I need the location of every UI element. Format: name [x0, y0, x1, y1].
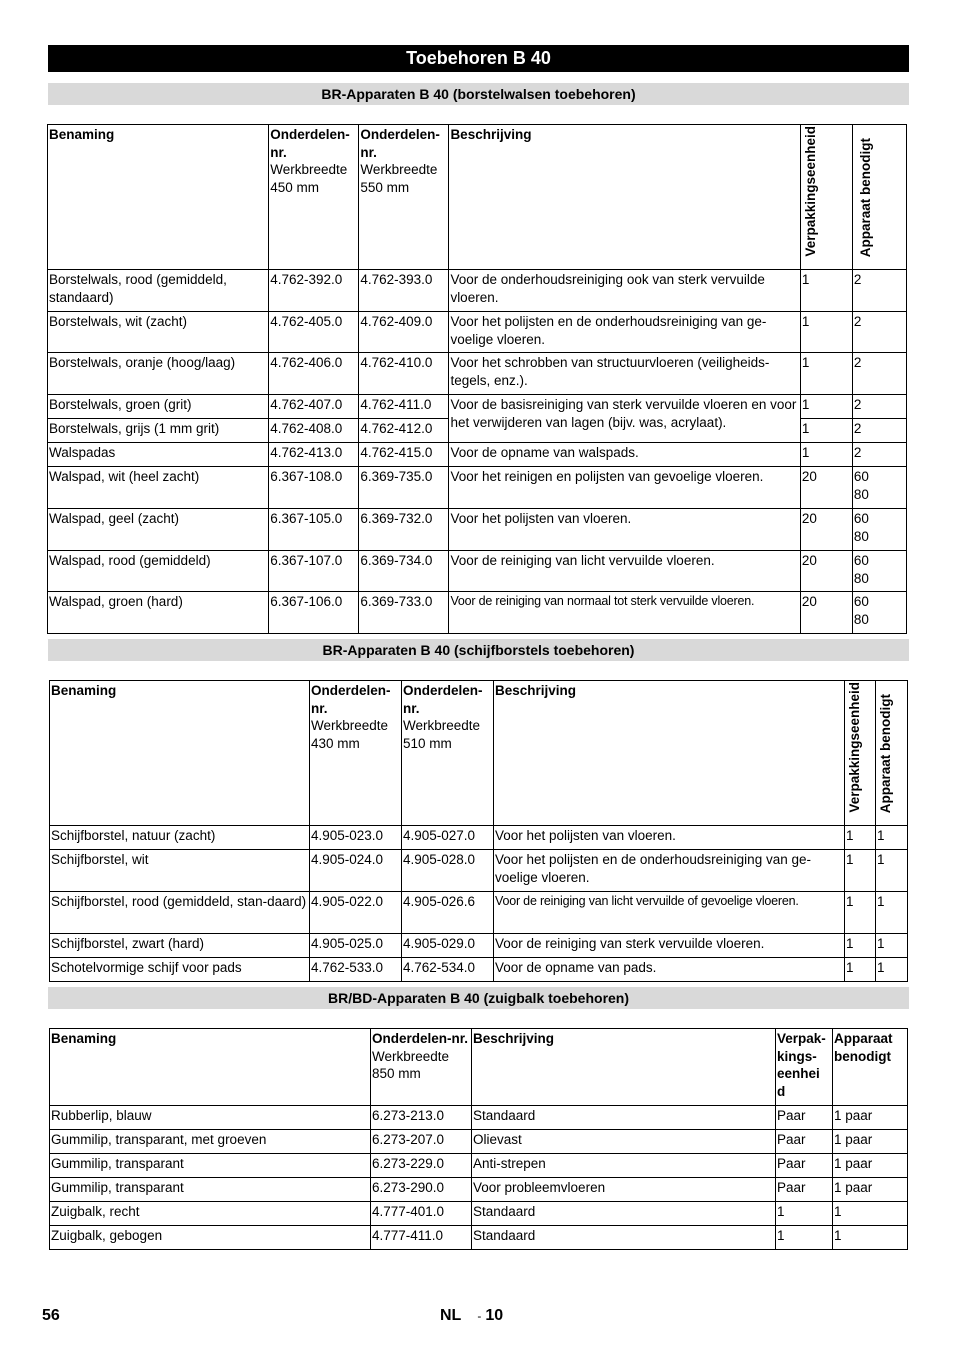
col-header-part-b: Onderdelen-nr. Werkbreedte 510 mm	[402, 681, 494, 826]
table-cell: Standaard	[472, 1202, 776, 1226]
table-cell: 6.273-229.0	[371, 1154, 472, 1178]
table-cell: 6.367-107.0	[269, 551, 359, 592]
table-cell: Borstelwals, wit (zacht)	[48, 312, 269, 353]
table-schijfborstels	[49, 680, 908, 982]
table-cell: 6.367-108.0	[269, 467, 359, 509]
table-cell: 1	[776, 1202, 833, 1226]
col-header-required: Apparaat benodigt	[876, 681, 908, 826]
table-cell: 4.905-024.0	[310, 850, 402, 892]
table-row	[50, 1106, 908, 1130]
table-cell: 4.762-393.0	[359, 270, 449, 312]
table-cell: Olievast	[472, 1130, 776, 1154]
table-cell: 4.905-022.0	[310, 892, 402, 934]
table-cell: Schijfborstel, rood (gemiddeld, stan-daard)	[50, 892, 310, 934]
col-header-packaging: Verpak-kings-eenhei d	[776, 1029, 833, 1106]
table-cell: 4.905-025.0	[310, 934, 402, 958]
table-row	[48, 395, 907, 419]
table-cell: 1	[876, 958, 908, 982]
table-row	[50, 892, 908, 934]
table-cell: 60 80	[852, 551, 906, 592]
table-cell: 2	[852, 395, 906, 419]
table-header-row	[48, 125, 907, 270]
table-cell: 1	[833, 1202, 908, 1226]
table-row	[48, 551, 907, 592]
table-cell: Voor de onderhoudsreiniging ook van sterk vervuilde vloeren.	[449, 270, 800, 312]
table-cell: 2	[852, 270, 906, 312]
table-cell: 6.273-290.0	[371, 1178, 472, 1202]
table-cell: 2	[852, 353, 906, 395]
table-cell: 60 80	[852, 467, 906, 509]
table-cell: Voor het polijsten van vloeren.	[449, 509, 800, 551]
table-borstelwalsen	[47, 124, 907, 634]
table-row	[48, 443, 907, 467]
table-cell: 4.762-411.0	[359, 395, 449, 419]
table-cell: 20	[800, 592, 852, 634]
section-heading-schijfborstels: BR-Apparaten B 40 (schijfborstels toebehoren)	[48, 639, 909, 661]
table-cell: Rubberlip, blauw	[50, 1106, 371, 1130]
col-header-part-a: Onderdelen-nr. Werkbreedte 430 mm	[310, 681, 402, 826]
table-zuigbalk	[49, 1028, 908, 1250]
table-cell: 1	[845, 892, 876, 934]
table-cell: 1	[800, 270, 852, 312]
table-row	[50, 850, 908, 892]
col-header-packaging: Verpakkingseenheid	[845, 681, 876, 826]
table-cell: 4.777-411.0	[371, 1226, 472, 1250]
table-cell: 20	[800, 551, 852, 592]
table-cell: 4.762-407.0	[269, 395, 359, 419]
table-cell: Walspad, rood (gemiddeld)	[48, 551, 269, 592]
table-cell: 1 paar	[833, 1130, 908, 1154]
table-row	[48, 509, 907, 551]
col-header-packaging: Verpakkingseenheid	[800, 125, 852, 270]
table-row	[48, 312, 907, 353]
table-header-row	[50, 681, 908, 826]
table-cell: 4.762-409.0	[359, 312, 449, 353]
table-cell: Voor het polijsten en de onderhoudsreiniging van ge-voelige vloeren.	[449, 312, 800, 353]
footer-lang-code	[440, 1307, 503, 1325]
table-row	[48, 353, 907, 395]
table-cell: 1	[876, 934, 908, 958]
table-cell: 1 paar	[833, 1106, 908, 1130]
table-cell: 6.369-735.0	[359, 467, 449, 509]
table-cell: Voor de opname van pads.	[494, 958, 845, 982]
table-cell: Borstelwals, oranje (hoog/laag)	[48, 353, 269, 395]
table-cell: Paar	[776, 1130, 833, 1154]
table-row	[48, 467, 907, 509]
table-cell: 4.905-027.0	[402, 826, 494, 850]
table-cell: Voor het polijsten van vloeren.	[494, 826, 845, 850]
col-header-required: Apparaat benodigt	[833, 1029, 908, 1106]
table-cell: Gummilip, transparant, met groeven	[50, 1130, 371, 1154]
section-heading-borstelwalsen: BR-Apparaten B 40 (borstelwalsen toebehoren)	[48, 83, 909, 105]
col-header-description: Beschrijving	[449, 125, 800, 270]
table-cell: 2	[852, 419, 906, 443]
table-cell: 6.369-732.0	[359, 509, 449, 551]
footer-sub-page: 10	[485, 1307, 504, 1324]
table-cell: 4.762-392.0	[269, 270, 359, 312]
table-cell: Voor de basisreiniging van sterk vervuilde vloeren en voor het verwijderen van lagen (bijv. was, acrylaat).	[449, 395, 800, 443]
table-cell: 60 80	[852, 592, 906, 634]
table-cell: Voor de reiniging van normaal tot sterk vervuilde vloeren.	[449, 592, 800, 634]
table-cell: 1	[845, 934, 876, 958]
table-row	[50, 958, 908, 982]
table-row	[50, 934, 908, 958]
table-cell: 1	[800, 353, 852, 395]
table-cell: Voor het reinigen en polijsten van gevoelige vloeren.	[449, 467, 800, 509]
table-cell: 4.762-408.0	[269, 419, 359, 443]
table-row	[48, 592, 907, 634]
table-cell: Paar	[776, 1154, 833, 1178]
table-cell: 1	[876, 850, 908, 892]
table-cell: 1	[845, 826, 876, 850]
table-cell: 1	[800, 419, 852, 443]
table-cell: 1	[800, 443, 852, 467]
table-cell: 6.273-213.0	[371, 1106, 472, 1130]
table-row	[50, 1202, 908, 1226]
table-row	[50, 1178, 908, 1202]
table-row	[50, 826, 908, 850]
table-cell: 4.905-028.0	[402, 850, 494, 892]
table-cell: 4.905-023.0	[310, 826, 402, 850]
table-cell: 1 paar	[833, 1178, 908, 1202]
table-cell: Borstelwals, groen (grit)	[48, 395, 269, 419]
table-cell: Walspad, wit (heel zacht)	[48, 467, 269, 509]
table-cell: Gummilip, transparant	[50, 1154, 371, 1178]
col-header-part-a: Onderdelen-nr. Werkbreedte 450 mm	[269, 125, 359, 270]
table-cell: 4.762-534.0	[402, 958, 494, 982]
table-row	[48, 270, 907, 312]
section-heading-zuigbalk: BR/BD-Apparaten B 40 (zuigbalk toebehoren)	[48, 987, 909, 1009]
table-header-row	[50, 1029, 908, 1106]
table-cell: Borstelwals, grijs (1 mm grit)	[48, 419, 269, 443]
table-cell: Voor de reiniging van licht vervuilde of gevoelige vloeren.	[494, 892, 845, 934]
table-row	[50, 1154, 908, 1178]
table-cell: 6.273-207.0	[371, 1130, 472, 1154]
table-cell: 4.762-410.0	[359, 353, 449, 395]
table-cell: 1	[845, 958, 876, 982]
table-cell: 1	[876, 826, 908, 850]
col-header-name: Benaming	[50, 1029, 371, 1106]
table-cell: 4.905-026.6	[402, 892, 494, 934]
table-cell: Zuigbalk, gebogen	[50, 1226, 371, 1250]
table-cell: Voor het polijsten en de onderhoudsreiniging van ge-voelige vloeren.	[494, 850, 845, 892]
table-cell: 1	[800, 312, 852, 353]
table-row	[50, 1130, 908, 1154]
table-cell: Walspad, groen (hard)	[48, 592, 269, 634]
table-cell: Standaard	[472, 1106, 776, 1130]
table-cell: Voor de reiniging van sterk vervuilde vloeren.	[494, 934, 845, 958]
table-cell: Gummilip, transparant	[50, 1178, 371, 1202]
page-number: 56	[42, 1307, 60, 1324]
col-header-required: Apparaat benodigt	[852, 125, 906, 270]
page-title: Toebehoren B 40	[48, 45, 909, 72]
table-cell: Voor de reiniging van licht vervuilde vloeren.	[449, 551, 800, 592]
col-header-description: Beschrijving	[494, 681, 845, 826]
table-cell: 4.905-029.0	[402, 934, 494, 958]
table-cell: Paar	[776, 1106, 833, 1130]
table-cell: 4.762-413.0	[269, 443, 359, 467]
table-cell: 20	[800, 509, 852, 551]
table-cell: 4.762-533.0	[310, 958, 402, 982]
table-cell: 4.762-405.0	[269, 312, 359, 353]
table-cell: 1	[833, 1226, 908, 1250]
table-cell: Voor de opname van walspads.	[449, 443, 800, 467]
table-cell: 2	[852, 312, 906, 353]
footer-lang: NL	[440, 1307, 462, 1324]
table-cell: Schijfborstel, zwart (hard)	[50, 934, 310, 958]
table-cell: 1	[876, 892, 908, 934]
table-cell: Zuigbalk, recht	[50, 1202, 371, 1226]
col-header-name: Benaming	[50, 681, 310, 826]
col-header-part: Onderdelen-nr. Werkbreedte 850 mm	[371, 1029, 472, 1106]
table-cell: 4.762-406.0	[269, 353, 359, 395]
table-cell: 6.369-734.0	[359, 551, 449, 592]
table-cell: 2	[852, 443, 906, 467]
table-cell: Schijfborstel, natuur (zacht)	[50, 826, 310, 850]
table-cell: 1	[800, 395, 852, 419]
col-header-name: Benaming	[48, 125, 269, 270]
table-cell: Voor probleemvloeren	[472, 1178, 776, 1202]
table-cell: Schotelvormige schijf voor pads	[50, 958, 310, 982]
table-cell: Walspad, geel (zacht)	[48, 509, 269, 551]
table-cell: Voor het schrobben van structuurvloeren (veiligheids-tegels, enz.).	[449, 353, 800, 395]
table-cell: 1 paar	[833, 1154, 908, 1178]
table-cell: Standaard	[472, 1226, 776, 1250]
table-cell: 4.762-415.0	[359, 443, 449, 467]
table-cell: Paar	[776, 1178, 833, 1202]
table-row	[50, 1226, 908, 1250]
table-cell: Anti-strepen	[472, 1154, 776, 1178]
table-cell: 1	[776, 1226, 833, 1250]
table-cell: 4.762-412.0	[359, 419, 449, 443]
table-cell: Borstelwals, rood (gemiddeld, standaard)	[48, 270, 269, 312]
table-cell: 6.367-105.0	[269, 509, 359, 551]
footer-dash: -	[477, 1309, 482, 1323]
col-header-part-b: Onderdelen-nr. Werkbreedte 550 mm	[359, 125, 449, 270]
table-cell: 6.369-733.0	[359, 592, 449, 634]
table-cell: Walspadas	[48, 443, 269, 467]
col-header-description: Beschrijving	[472, 1029, 776, 1106]
table-cell: 20	[800, 467, 852, 509]
table-cell: 1	[845, 850, 876, 892]
table-cell: 60 80	[852, 509, 906, 551]
table-cell: Schijfborstel, wit	[50, 850, 310, 892]
table-cell: 6.367-106.0	[269, 592, 359, 634]
table-cell: 4.777-401.0	[371, 1202, 472, 1226]
